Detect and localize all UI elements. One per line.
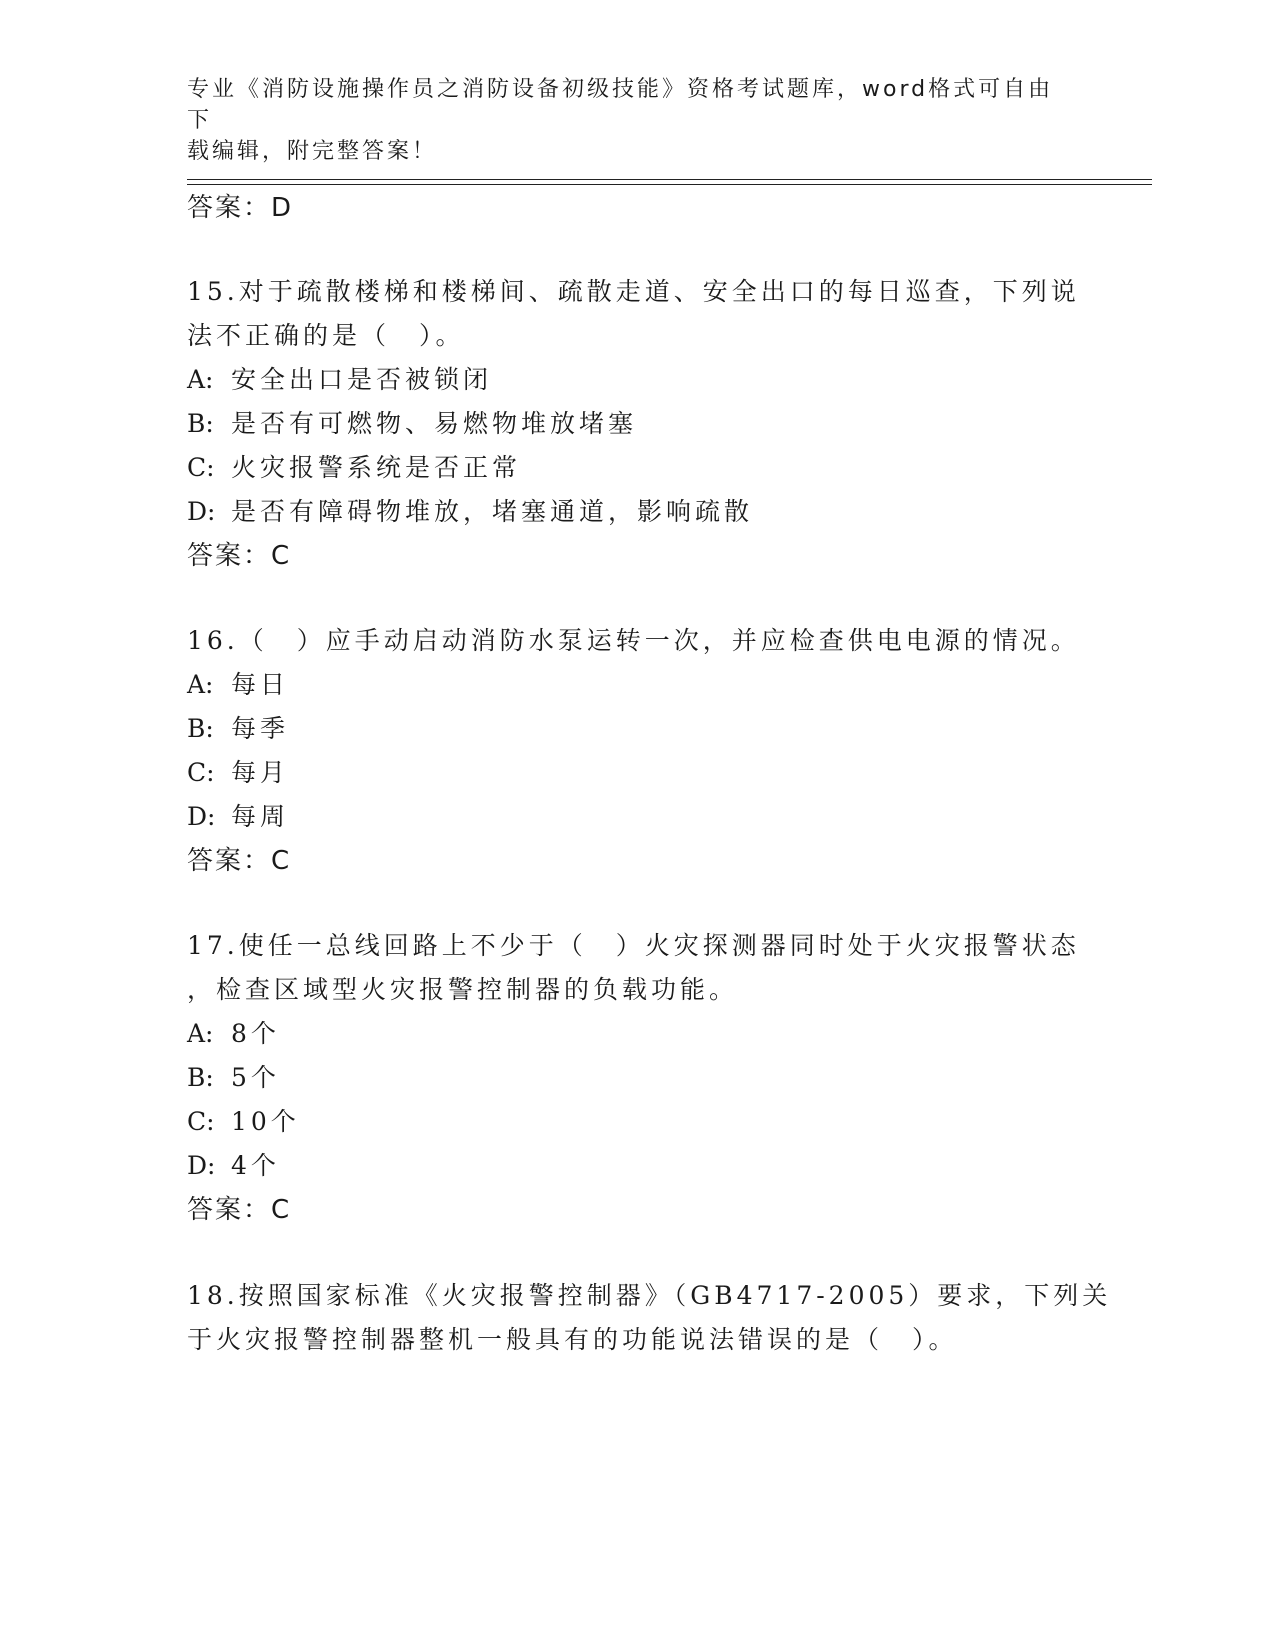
q17-option-b (187, 1058, 280, 1094)
option-key: D: (187, 497, 216, 526)
option-key: A: (187, 365, 214, 394)
header-rule-top (187, 179, 1152, 180)
document-header (187, 74, 1067, 167)
q17-stem-line-1: 17.使任一总线回路上不少于（ ）火灾探测器同时处于火灾报警状态 (187, 931, 1080, 960)
option-key: D: (187, 1151, 216, 1180)
option-text: 是否有障碍物堆放，堵塞通道，影响疏散 (231, 497, 754, 526)
option-text: 10个 (231, 1107, 300, 1136)
option-text: 安全出口是否被锁闭 (231, 365, 493, 394)
q18-stem-line-2: 于火灾报警控制器整机一般具有的功能说法错误的是（ ）。 (187, 1325, 958, 1354)
option-text: 4个 (231, 1151, 280, 1180)
q15-option-d (187, 492, 753, 528)
previous-answer: 答案：D (187, 193, 294, 223)
q18-stem-line-1: 18.按照国家标准《火灾报警控制器》（GB4717-2005）要求，下列关 (187, 1281, 1112, 1310)
q15-stem-line-2: 法不正确的是（ ）。 (187, 321, 465, 350)
option-key: B: (187, 409, 214, 438)
option-text: 是否有可燃物、易燃物堆放堵塞 (231, 409, 638, 438)
q15-answer: 答案：C (187, 541, 292, 571)
q17-option-a (187, 1014, 280, 1050)
q17-option-c (187, 1102, 300, 1138)
q15-option-c (187, 448, 521, 484)
q17-option-d (187, 1146, 280, 1182)
q15-option-a (187, 360, 492, 396)
option-key: A: (187, 670, 214, 699)
option-key: B: (187, 714, 214, 743)
header-line-1: 专业《消防设施操作员之消防设备初级技能》资格考试题库，word格式可自由下 (187, 77, 1054, 133)
option-text: 5个 (231, 1063, 280, 1092)
option-text: 8个 (231, 1019, 280, 1048)
q17-stem-line-2: ，检查区域型火灾报警控制器的负载功能。 (187, 975, 739, 1004)
option-key: A: (187, 1019, 214, 1048)
q16-option-a (187, 665, 289, 701)
option-key: C: (187, 1107, 215, 1136)
q17-answer: 答案：C (187, 1195, 292, 1225)
option-key: C: (187, 453, 215, 482)
q16-option-d (187, 797, 289, 833)
q16-option-b (187, 709, 289, 745)
option-key: C: (187, 758, 215, 787)
q15-stem-line-1: 15.对于疏散楼梯和楼梯间、疏散走道、安全出口的每日巡查，下列说 (187, 277, 1080, 306)
header-line-2: 载编辑，附完整答案！ (187, 139, 438, 164)
q16-answer: 答案：C (187, 846, 292, 876)
option-key: D: (187, 802, 216, 831)
option-key: B: (187, 1063, 214, 1092)
option-text: 火灾报警系统是否正常 (231, 453, 522, 482)
header-rule-bottom (187, 184, 1152, 185)
q15-option-b (187, 404, 637, 440)
option-text: 每周 (231, 802, 290, 831)
q16-option-c (187, 753, 289, 789)
option-text: 每月 (231, 758, 290, 787)
q16-stem-line-1: 16.（ ）应手动启动消防水泵运转一次，并应检查供电电源的情况。 (187, 626, 1080, 655)
option-text: 每季 (231, 714, 290, 743)
option-text: 每日 (231, 670, 290, 699)
